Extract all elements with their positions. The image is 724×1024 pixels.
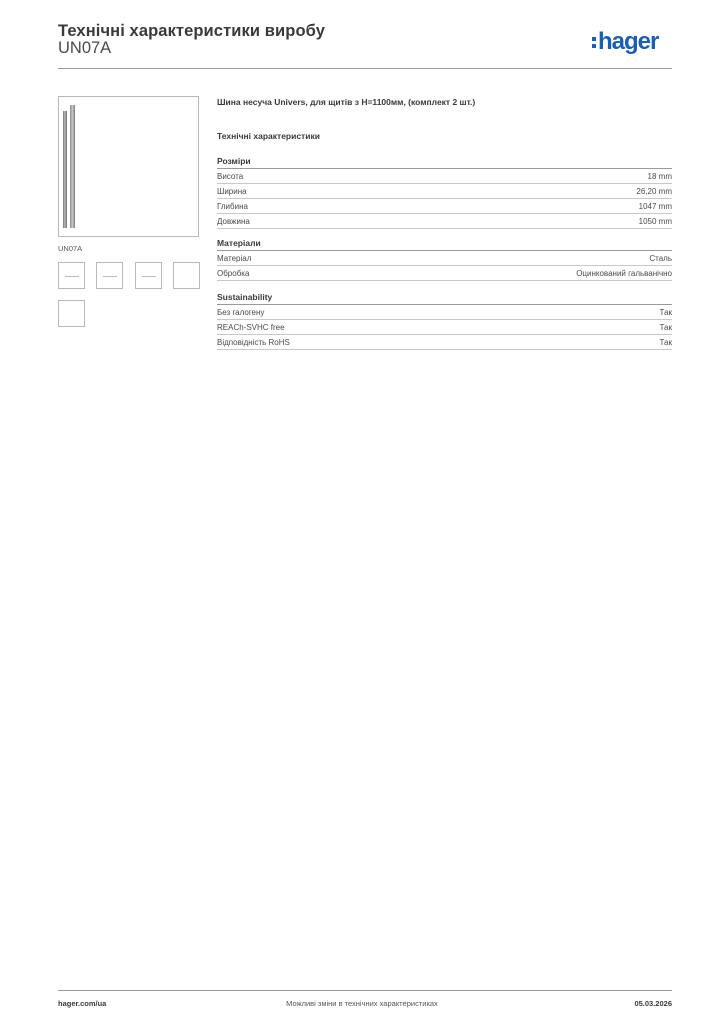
spec-value: Так [659, 307, 672, 317]
spec-row-halogen-free [217, 305, 672, 320]
thumbnail-4[interactable] [173, 262, 200, 289]
footer-divider [58, 990, 672, 991]
logo-dots-icon [592, 37, 596, 48]
spec-row-rohs [217, 335, 672, 350]
spec-row-reach [217, 320, 672, 335]
spec-value: 26,20 mm [636, 186, 672, 196]
spec-label: REACh-SVHC free [217, 322, 285, 332]
rail-bar-left [63, 111, 67, 228]
section-sustainability [217, 291, 672, 350]
footer-notice: Можливі зміни в технічних характеристиках [286, 999, 438, 1008]
spec-label: Відповідність RoHS [217, 337, 290, 347]
footer-website-link[interactable]: hager.com/ua [58, 999, 107, 1008]
header-divider [58, 68, 672, 69]
spec-value: Так [659, 322, 672, 332]
product-description: Шина несуча Univers, для щитів з Н=1100мм, (комплект 2 шт.) [217, 97, 476, 107]
spec-label: Без галогену [217, 307, 265, 317]
section-title: Sustainability [217, 291, 672, 305]
spec-value: 1050 mm [638, 216, 672, 226]
product-code: UN07A [58, 39, 112, 57]
section-dimensions [217, 155, 672, 229]
spec-row-finish [217, 266, 672, 281]
footer-date: 05.03.2026 [634, 999, 672, 1008]
spec-label: Висота [217, 171, 244, 181]
image-caption: UN07A [58, 244, 83, 253]
thumbnail-3[interactable] [135, 262, 162, 289]
spec-value: Оцинкований гальванічно [576, 268, 672, 278]
thumbnail-2[interactable] [96, 262, 123, 289]
section-title: Матеріали [217, 237, 672, 251]
spec-value: 18 mm [647, 171, 672, 181]
spec-row-material [217, 251, 672, 266]
spec-row-length [217, 214, 672, 229]
spec-label: Ширина [217, 186, 247, 196]
hager-logo [592, 28, 658, 56]
spec-row-height [217, 169, 672, 184]
spec-row-width [217, 184, 672, 199]
thumbnail-1[interactable] [58, 262, 85, 289]
spec-value: Так [659, 337, 672, 347]
spec-label: Глибина [217, 201, 248, 211]
product-main-image[interactable] [58, 96, 199, 237]
spec-label: Матеріал [217, 253, 252, 263]
page-title: Технічні характеристики виробу [58, 22, 325, 40]
spec-value: Сталь [649, 253, 672, 263]
tech-specs-heading: Технічні характеристики [217, 131, 320, 141]
spec-value: 1047 mm [638, 201, 672, 211]
logo-text: hager [598, 28, 659, 55]
thumbnail-5[interactable] [58, 300, 85, 327]
rail-bar-right [70, 105, 75, 228]
spec-row-depth [217, 199, 672, 214]
spec-label: Довжина [217, 216, 250, 226]
section-title: Розміри [217, 155, 672, 169]
spec-label: Обробка [217, 268, 250, 278]
section-materials [217, 237, 672, 281]
